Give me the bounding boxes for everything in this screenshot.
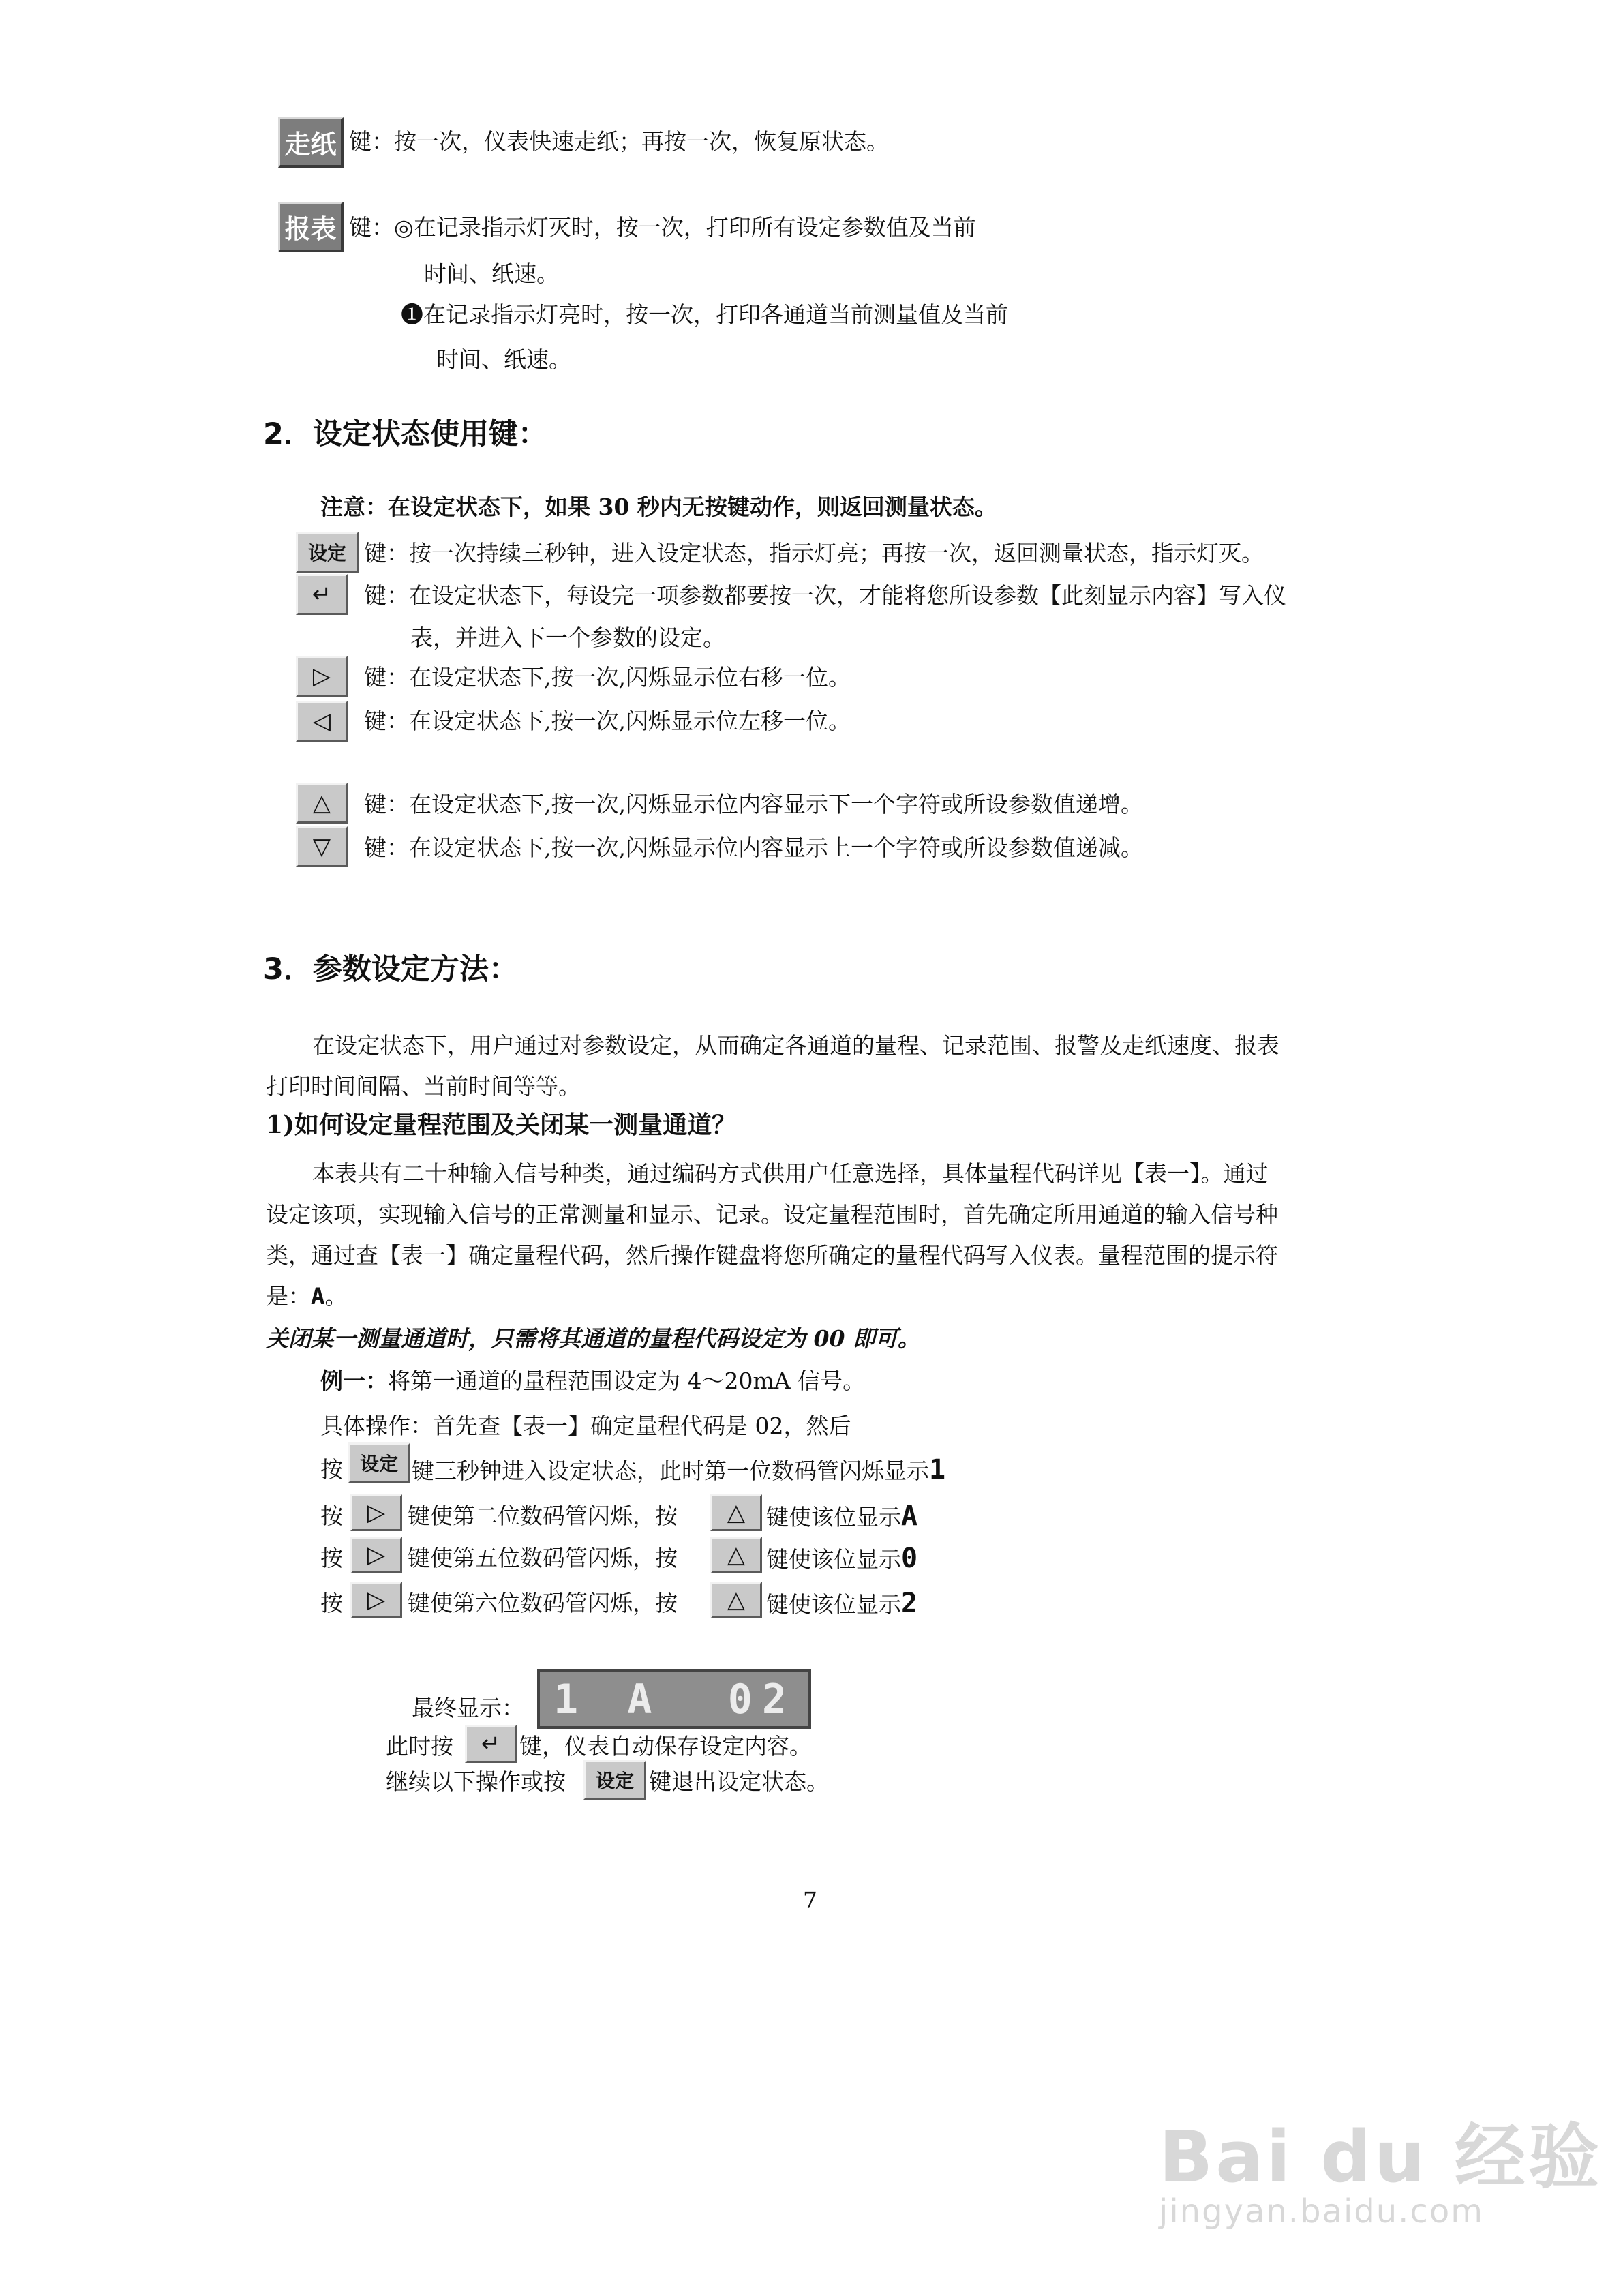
enter-key-desc: 键：在设定状态下，每设完一项参数都要按一次，才能将您所设参数【此刻显示内容】写入仪 <box>364 582 1286 609</box>
right-arrow-icon: ▷ <box>367 1586 386 1614</box>
para-line-1: 本表共有二十种输入信号种类，通过编码方式供用户任意选择，具体量程代码详见【表一】。通过 <box>312 1160 1269 1187</box>
exit-suffix: 键退出设定状态。 <box>649 1768 829 1795</box>
left-key <box>296 701 348 742</box>
step-1-text <box>412 1455 945 1486</box>
report-desc-1: 键：◎在记录指示灯灭时，按一次，打印所有设定参数值及当前 <box>349 214 976 241</box>
left-key-desc: 键：在设定状态下,按一次,闪烁显示位左移一位。 <box>364 708 851 734</box>
right-arrow-icon: ▷ <box>367 1541 386 1569</box>
step-3-symbol: 0 <box>901 1543 918 1574</box>
intro-line-1: 在设定状态下，用户通过对参数设定，从而确定各通道的量程、记录范围、报警及走纸速度、报表 <box>312 1032 1279 1059</box>
left-arrow-icon: ◁ <box>312 708 331 735</box>
right-arrow-icon: ▷ <box>312 663 331 690</box>
example-label: 例一： <box>320 1368 388 1394</box>
up-key <box>296 783 348 824</box>
save-suffix: 键，仪表自动保存设定内容。 <box>519 1733 812 1759</box>
report-key: 报表 <box>278 202 344 252</box>
example-text: 将第一通道的量程范围设定为 4～20mA 信号。 <box>388 1368 866 1394</box>
up-arrow-icon: △ <box>727 1499 746 1526</box>
step-2-show-text: 键使该位显示 <box>766 1504 901 1530</box>
enter-icon: ↵ <box>312 581 332 608</box>
enter-key-desc-2: 表，并进入下一个参数的设定。 <box>410 624 725 651</box>
final-display-label: 最终显示： <box>412 1695 524 1721</box>
down-arrow-icon: ▽ <box>312 833 331 860</box>
intro-line-2: 打印时间间隔、当前时间等等。 <box>266 1073 581 1100</box>
step-3-right-key <box>350 1537 402 1573</box>
step-4-right-key <box>350 1582 402 1618</box>
step-3-show-text: 键使该位显示 <box>766 1546 901 1573</box>
step-2-right-key <box>350 1494 402 1531</box>
step-4-show <box>766 1588 917 1620</box>
step-3-show <box>766 1543 917 1575</box>
step-2-press: 按 <box>320 1502 343 1529</box>
right-key <box>296 656 348 697</box>
step-2-symbol: A <box>901 1500 918 1532</box>
up-arrow-icon: △ <box>727 1541 746 1569</box>
led-display <box>537 1669 811 1729</box>
report-desc-2b: 时间、纸速。 <box>436 346 571 373</box>
enter-key <box>296 574 348 615</box>
step-4-show-text: 键使该位显示 <box>766 1591 901 1618</box>
setting-note: 注意：在设定状态下，如果 30 秒内无按键动作，则返回测量状态。 <box>320 494 997 520</box>
para-line-4-prefix: 是： <box>266 1283 311 1310</box>
step-1-desc: 键三秒钟进入设定状态，此时第一位数码管闪烁显示 <box>412 1457 929 1484</box>
para-line-3: 类，通过查【表一】确定量程代码，然后操作键盘将您所确定的量程代码写入仪表。量程范围的提示符 <box>266 1242 1278 1269</box>
step-3-desc: 键使第五位数码管闪烁，按 <box>408 1545 678 1571</box>
right-arrow-icon: ▷ <box>367 1499 386 1526</box>
feed-paper-key: 走纸 <box>278 117 344 168</box>
report-desc-1b: 时间、纸速。 <box>424 260 559 287</box>
save-enter-key <box>465 1725 517 1763</box>
step-4-press: 按 <box>320 1590 343 1616</box>
example-line <box>320 1366 865 1396</box>
para-line-2: 设定该项，实现输入信号的正常测量和显示、记录。设定量程范围时，首先确定所用通道的输入信号种 <box>266 1201 1278 1228</box>
step-4-symbol: 2 <box>901 1588 918 1619</box>
watermark-brand: Bai du 经验 <box>1159 2115 1602 2199</box>
step-3-press: 按 <box>320 1545 343 1571</box>
led-display-right: 02 <box>727 1676 796 1723</box>
up-arrow-icon: △ <box>727 1586 746 1614</box>
para-line-4 <box>266 1282 347 1312</box>
range-prompt-symbol: A <box>311 1283 325 1310</box>
feed-paper-desc: 键：按一次，仪表快速走纸；再按一次，恢复原状态。 <box>349 128 889 155</box>
up-key-desc: 键：在设定状态下,按一次,闪烁显示位内容显示下一个字符或所设参数值递增。 <box>364 791 1143 817</box>
exit-set-key: 设定 <box>583 1760 646 1800</box>
enter-icon: ↵ <box>481 1730 501 1757</box>
save-prefix: 此时按 <box>386 1733 453 1759</box>
step-1-press: 按 <box>320 1456 343 1483</box>
set-key: 设定 <box>296 532 359 573</box>
step-3-up-key <box>710 1537 762 1573</box>
range-subheading: 1)如何设定量程范围及关闭某一测量通道？ <box>266 1111 737 1139</box>
close-channel-note: 关闭某一测量通道时，只需将其通道的量程代码设定为 00 即可。 <box>266 1325 920 1352</box>
right-key-desc: 键：在设定状态下,按一次,闪烁显示位右移一位。 <box>364 664 851 691</box>
section-3-heading: 3．参数设定方法： <box>263 952 518 986</box>
down-key-desc: 键：在设定状态下,按一次,闪烁显示位内容显示上一个字符或所设参数值递减。 <box>364 834 1143 861</box>
down-key <box>296 826 348 867</box>
step-1-set-key: 设定 <box>348 1442 410 1483</box>
exit-prefix: 继续以下操作或按 <box>386 1768 566 1795</box>
set-key-desc: 键：按一次持续三秒钟，进入设定状态，指示灯亮；再按一次，返回测量状态，指示灯灭。 <box>364 540 1264 567</box>
step-2-up-key <box>710 1494 762 1531</box>
step-2-show <box>766 1501 917 1532</box>
watermark-url: jingyan.baidu.com <box>1159 2192 1484 2231</box>
para-line-4-suffix: 。 <box>324 1283 348 1310</box>
step-1-symbol: 1 <box>929 1454 946 1485</box>
section-2-heading: 2．设定状态使用键： <box>263 417 547 451</box>
page-number: 7 <box>803 1887 817 1914</box>
step-0: 具体操作：首先查【表一】确定量程代码是 02，然后 <box>320 1413 851 1439</box>
up-arrow-icon: △ <box>312 789 331 817</box>
step-4-desc: 键使第六位数码管闪烁，按 <box>408 1590 678 1616</box>
led-display-left: 1 A <box>553 1676 665 1723</box>
step-2-desc: 键使第二位数码管闪烁，按 <box>408 1502 678 1529</box>
report-desc-2: ❶在记录指示灯亮时，按一次，打印各通道当前测量值及当前 <box>401 301 1008 328</box>
step-4-up-key <box>710 1582 762 1618</box>
